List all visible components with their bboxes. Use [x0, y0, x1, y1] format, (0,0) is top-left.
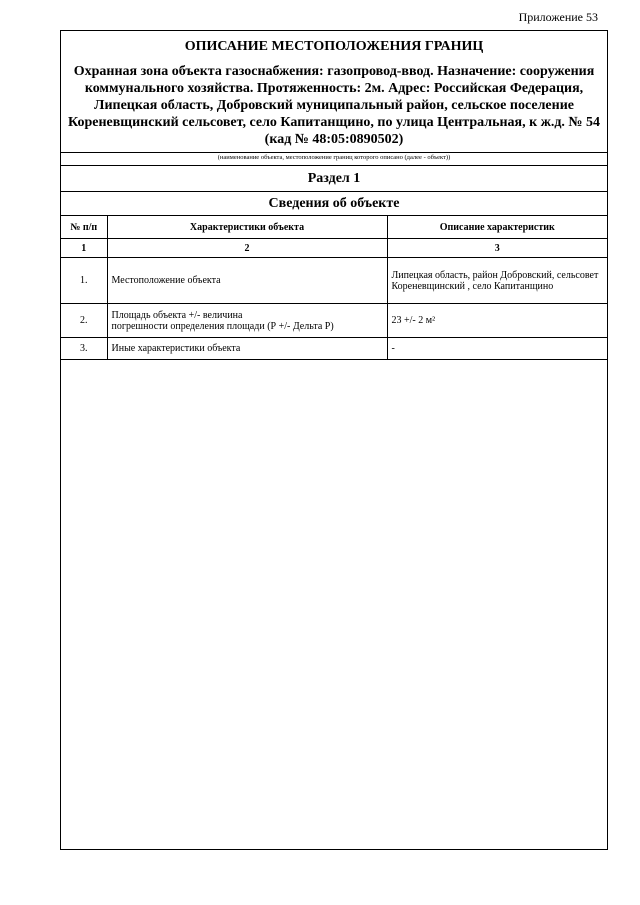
- title-block: [61, 31, 607, 153]
- row-number: 3.: [61, 338, 107, 360]
- object-description: Охранная зона объекта газоснабжения: газопровод-ввод. Назначение: сооружения коммунального хозяйства. Протяженность: 2м. Адрес: Российская Федерация, Липецкая область, Добровский муниципальный район, сельское поселение Кореневщинский сельсовет, село Капитанщино, по улица Центральная, к ж.д. № 54 (кад № 48:05:0890502): [67, 64, 600, 147]
- row-number: 2.: [61, 304, 107, 338]
- column-number: 1: [61, 239, 107, 258]
- row-description: Липецкая область, район Добровский, сельсовет Кореневщинский , село Капитанщино: [387, 258, 607, 304]
- object-info-table: [61, 216, 607, 360]
- object-caption: (наименование объекта, местоположение границ которого описано (далее - объект)): [61, 153, 607, 166]
- row-description: -: [387, 338, 607, 360]
- header-characteristic: Характеристики объекта: [107, 216, 387, 239]
- characteristic-line: Площадь объекта +/- величина: [111, 309, 243, 321]
- document-title: ОПИСАНИЕ МЕСТОПОЛОЖЕНИЯ ГРАНИЦ: [184, 39, 484, 54]
- row-number: 1.: [61, 258, 107, 304]
- row-description: 23 +/- 2 м²: [387, 304, 607, 338]
- appendix-label: Приложение 53: [518, 10, 598, 24]
- document-frame: [60, 30, 608, 850]
- table-row: [61, 258, 607, 304]
- row-characteristic: Иные характеристики объекта: [107, 338, 387, 360]
- column-number: 3: [387, 239, 607, 258]
- row-characteristic: [107, 304, 387, 338]
- table-header-row: [61, 216, 607, 239]
- section-subtitle: Сведения об объекте: [61, 192, 607, 216]
- table-row: [61, 338, 607, 360]
- table-row: [61, 304, 607, 338]
- header-number: № п/п: [61, 216, 107, 239]
- column-number: 2: [107, 239, 387, 258]
- column-numbering-row: [61, 239, 607, 258]
- characteristic-line: погрешности определения площади (Р +/- Дельта Р): [111, 320, 334, 332]
- section-label: Раздел 1: [61, 166, 607, 192]
- header-description: Описание характеристик: [387, 216, 607, 239]
- row-characteristic: Местоположение объекта: [107, 258, 387, 304]
